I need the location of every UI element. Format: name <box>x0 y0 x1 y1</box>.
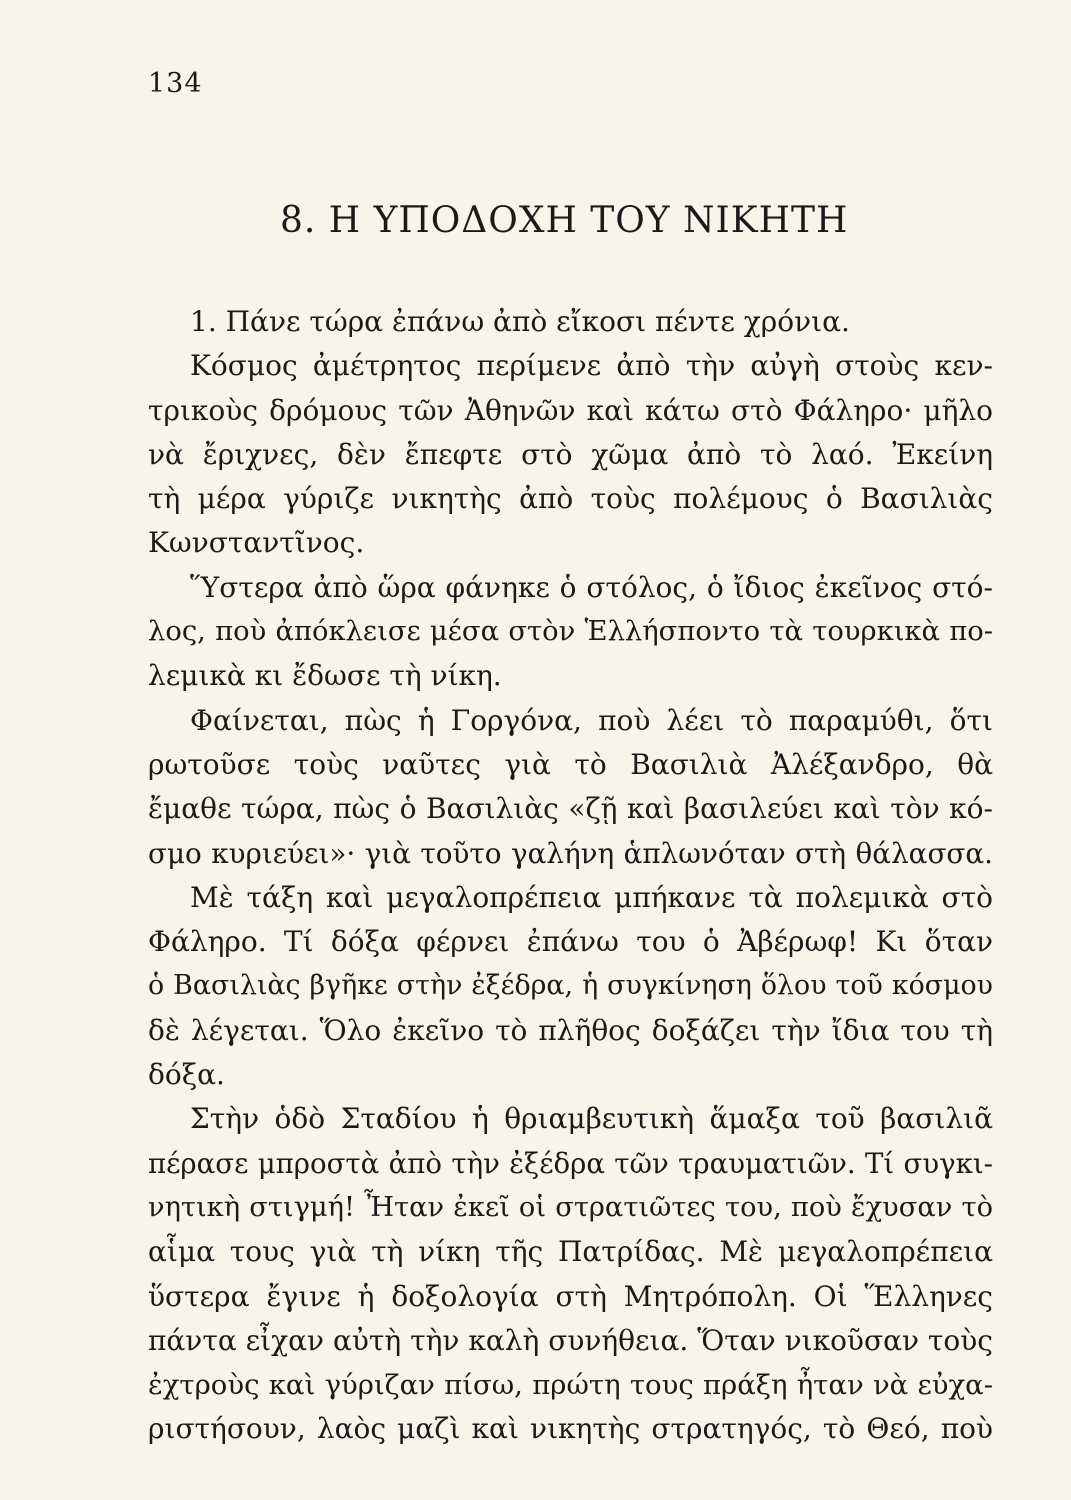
chapter-title: 8. Η ΥΠΟΔΟΧΗ ΤΟΥ ΝΙΚΗΤΗ <box>280 200 849 241</box>
text-line: Φαίνεται, πὼς ἡ Γοργόνα, ποὺ λέει τὸ παραμύθι, ὅτι <box>190 703 993 737</box>
text-line: Μὲ τάξη καὶ μεγαλοπρέπεια μπήκανε τὰ πολεμικὰ στὸ <box>190 880 993 914</box>
text-line: ἔμαθε τώρα, πὼς ὁ Βασιλιὰς «ζῇ καὶ βασιλεύει καὶ τὸν κό- <box>148 792 993 826</box>
text-line: Φάληρο. Τί δόξα φέρνει ἐπάνω του ὁ Ἀβέρωφ! Κι ὅταν <box>148 925 993 959</box>
text-line: σμο κυριεύει»· γιὰ τοῦτο γαλήνη ἁπλωνόταν στὴ θάλασσα. <box>148 836 993 870</box>
text-line: νητικὴ στιγμή! Ἦταν ἐκεῖ οἱ στρατιῶτες του, ποὺ ἔχυσαν τὸ <box>148 1191 993 1223</box>
paragraph <box>148 1097 993 1451</box>
text-line: πέρασε μπροστὰ ἀπὸ τὴν ἐξέδρα τῶν τραυματιῶν. Τί συγκι- <box>148 1146 993 1180</box>
text-line: λος, ποὺ ἀπόκλεισε μέσα στὸν Ἑλλήσποντο τὰ τουρκικὰ πο- <box>148 616 993 648</box>
text-line: δόξα. <box>148 1058 225 1092</box>
text-line: ὁ Βασιλιὰς βγῆκε στὴν ἐξέδρα, ἡ συγκίνηση ὅλου τοῦ κόσμου <box>148 970 993 1002</box>
text-line: λεμικὰ κι ἔδωσε τὴ νίκη. <box>148 659 502 693</box>
paragraph <box>148 699 993 876</box>
text-line: αἷμα τους γιὰ τὴ νίκη τῆς Πατρίδας. Μὲ μεγαλοπρέπεια <box>148 1235 993 1269</box>
paragraph <box>148 566 993 699</box>
text-line: Κόσμος ἀμέτρητος περίμενε ἀπὸ τὴν αὐγὴ στοὺς κεν- <box>190 349 993 383</box>
text-line: Ὕστερα ἀπὸ ὥρα φάνηκε ὁ στόλος, ὁ ἴδιος ἐκεῖνος στό- <box>190 570 993 604</box>
page-number: 134 <box>148 68 203 99</box>
text-line: 1. Πάνε τώρα ἐπάνω ἀπὸ εἴκοσι πέντε χρόνια. <box>190 305 850 338</box>
text-line: πάντα εἶχαν αὐτὴ τὴν καλὴ συνήθεια. Ὅταν νικοῦσαν τοὺς <box>148 1323 993 1357</box>
text-line: ριστήσουν, λαὸς μαζὶ καὶ νικητὴς στρατηγός, τὸ Θεό, ποὺ <box>148 1412 993 1446</box>
text-line: τὴ μέρα γύριζε νικητὴς ἀπὸ τοὺς πολέμους ὁ Βασιλιὰς <box>148 482 993 516</box>
text-line: τρικοὺς δρόμους τῶν Ἀθηνῶν καὶ κάτω στὸ Φάληρο· μῆλο <box>148 393 993 427</box>
text-line: δὲ λέγεται. Ὅλο ἐκεῖνο τὸ πλῆθος δοξάζει τὴν ἴδια του τὴ <box>148 1013 993 1047</box>
text-line: νὰ ἔριχνες, δὲν ἔπεφτε στὸ χῶμα ἀπὸ τὸ λαό. Ἐκείνη <box>148 437 993 471</box>
text-line: ἐχτροὺς καὶ γύριζαν πίσω, πρώτη τους πράξη ἦταν νὰ εὐχα- <box>148 1369 993 1402</box>
paragraph <box>148 300 993 344</box>
paragraph <box>148 344 993 565</box>
body-text <box>148 300 993 1452</box>
text-line: ρωτοῦσε τοὺς ναῦτες γιὰ τὸ Βασιλιὰ Ἀλέξανδρο, θὰ <box>148 747 993 781</box>
text-line: Κωνσταντῖνος. <box>148 526 365 560</box>
paragraph <box>148 876 993 1097</box>
text-line: ὕστερα ἔγινε ἡ δοξολογία στὴ Μητρόπολη. Οἱ Ἕλληνες <box>148 1279 993 1313</box>
text-line: Στὴν ὁδὸ Σταδίου ἡ θριαμβευτικὴ ἅμαξα τοῦ βασιλιᾶ <box>190 1102 993 1136</box>
